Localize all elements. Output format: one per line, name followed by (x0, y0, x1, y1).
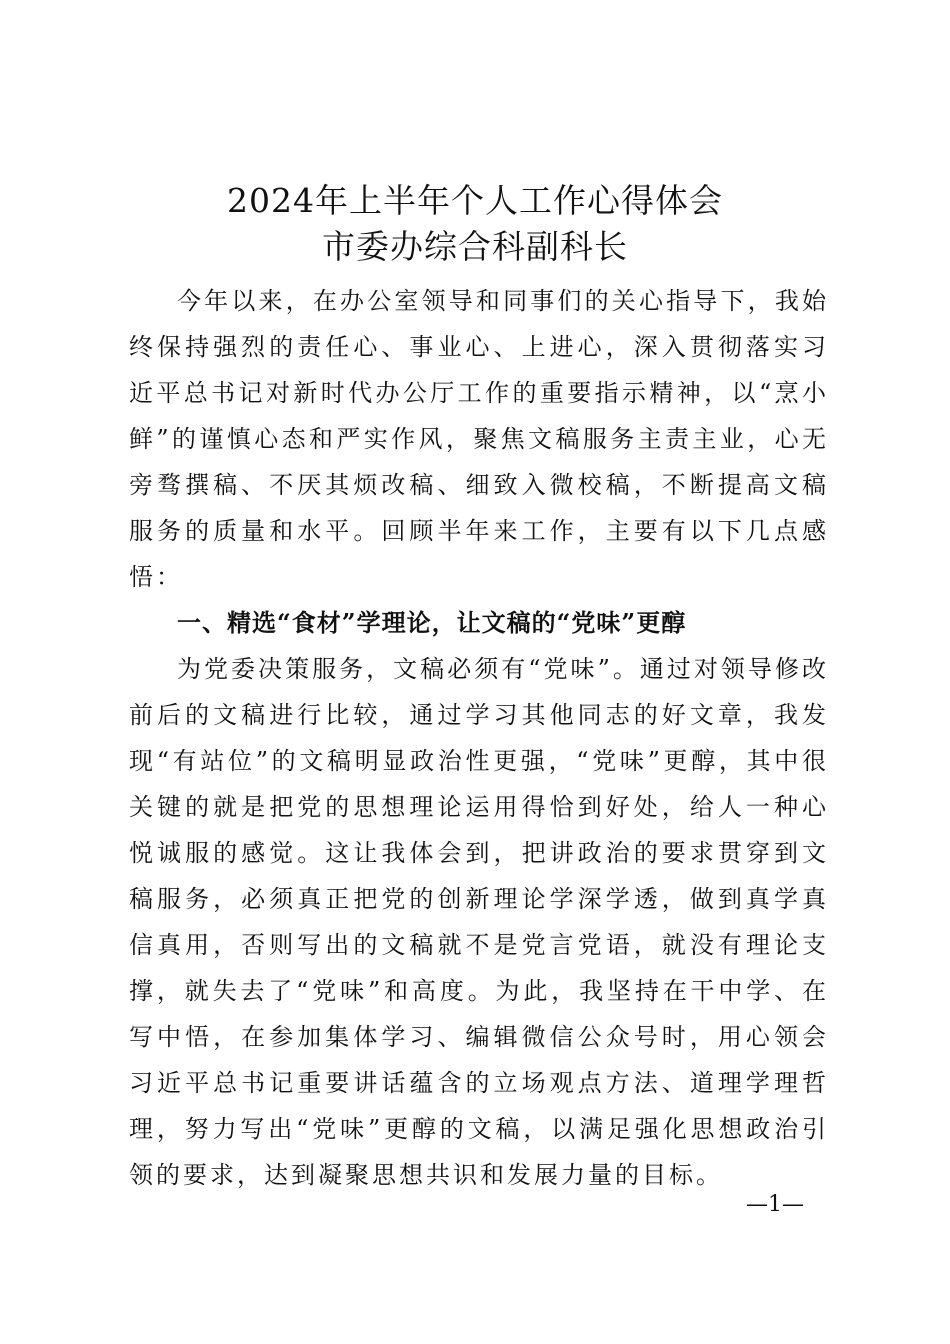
document-body (129, 278, 829, 1198)
title-block (0, 178, 950, 270)
section-heading: 一、精选“食材”学理论，让文稿的“党味”更醇 (177, 608, 687, 637)
document-subtitle: 市委办综合科副科长 (322, 227, 628, 266)
intro-paragraph: 今年以来，在办公室领导和同事们的关心指导下，我始终保持强烈的责任心、事业心、上进心，深入贯彻落实习近平总书记对新时代办公厅工作的重要指示精神，以“烹小鲜”的谨慎心态和严实作风，聚焦文稿服务主责主业，心无旁骛撰稿、不厌其烦改稿、细致入微校稿，不断提高文稿服务的质量和水平。回顾半年来工作，主要有以下几点感悟： (129, 287, 829, 591)
page-number: —1— (746, 1192, 804, 1217)
section-paragraph: 为党委决策服务，文稿必须有“党味”。通过对领导修改前后的文稿进行比较，通过学习其他同志的好文章，我发现“有站位”的文稿明显政治性更强，“党味”更醇，其中很关键的就是把党的思想理论运用得恰到好处，给人一种心悦诚服的感觉。这让我体会到，把讲政治的要求贯穿到文稿服务，必须真正把党的创新理论学深学透，做到真学真信真用，否则写出的文稿就不是党言党语，就没有理论支撑，就失去了“党味”和高度。为此，我坚持在干中学、在写中悟，在参加集体学习、编辑微信公众号时，用心领会习近平总书记重要讲话蕴含的立场观点方法、道理学理哲理，努力写出“党味”更醇的文稿，以满足强化思想政治引领的要求，达到凝聚思想共识和发展力量的目标。 (129, 655, 829, 1189)
document-title: 2024年上半年个人工作心得体会 (227, 181, 723, 220)
